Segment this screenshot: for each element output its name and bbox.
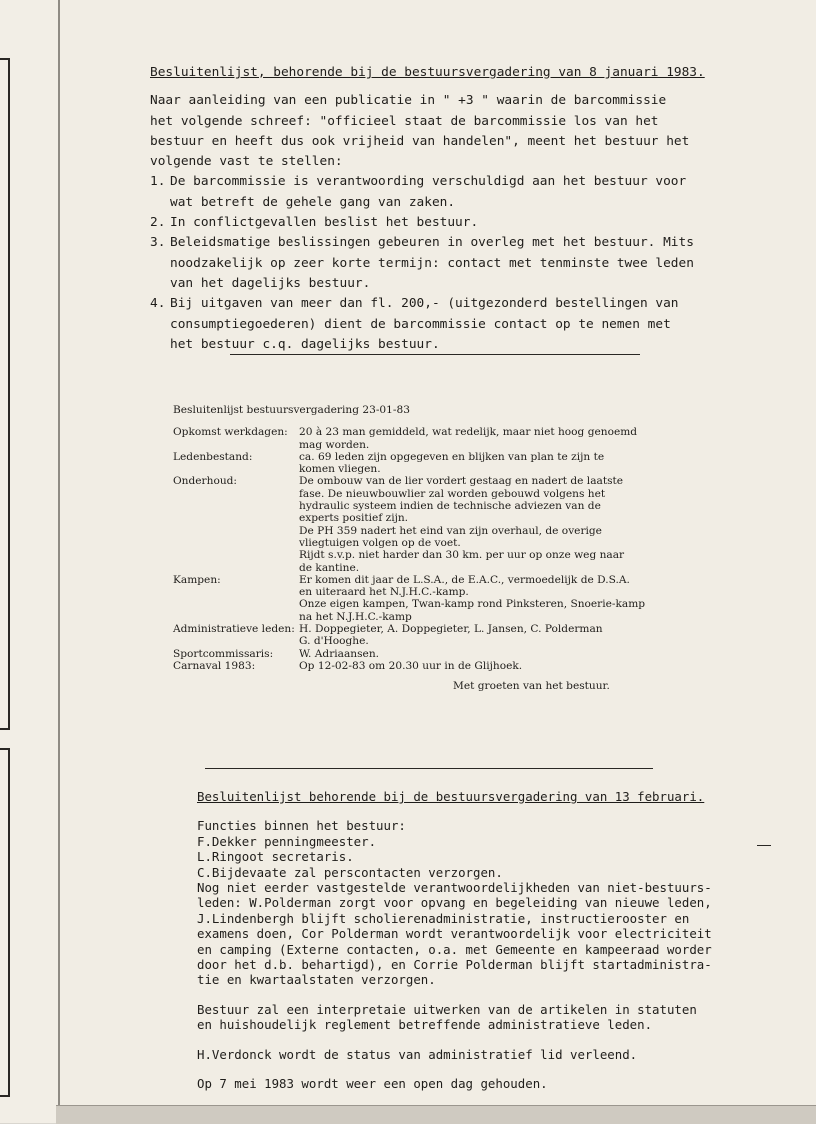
text-line: De PH 359 nadert het eind van zijn overhaul, de overige bbox=[299, 524, 602, 537]
text-line: vliegtuigen volgen op de voet. bbox=[299, 536, 461, 549]
decision-row bbox=[173, 451, 733, 476]
text-line: Naar aanleiding van een publicatie in " +3 " waarin de barcommissie bbox=[150, 93, 667, 109]
text-line: leden: W.Polderman zorgt voor opvang en begeleiding van nieuwe leden, bbox=[197, 895, 712, 911]
decision-row bbox=[173, 426, 733, 451]
text-line: Onze eigen kampen, Twan-kamp rond Pinksteren, Snoerie-kamp bbox=[299, 598, 646, 611]
binding-frame-lower bbox=[0, 748, 10, 1097]
functions-paragraph bbox=[197, 818, 777, 987]
text-line: consumptiegoederen) dient de barcommissie contact op te nemen met bbox=[170, 316, 671, 332]
text-line: van het dagelijks bestuur. bbox=[170, 275, 371, 291]
section-8-januari bbox=[150, 63, 750, 355]
row-value bbox=[299, 451, 699, 476]
row-value bbox=[299, 475, 699, 573]
row-label: Onderhoud: bbox=[173, 475, 237, 488]
binding-strip bbox=[0, 0, 60, 1123]
text-line: komen vliegen. bbox=[299, 463, 381, 476]
row-value bbox=[299, 648, 699, 660]
text-line: Er komen dit jaar de L.S.A., de E.A.C., vermoedelijk de D.S.A. bbox=[299, 573, 630, 586]
text-line: Bestuur zal een interpretaie uitwerken van de artikelen in statuten bbox=[197, 1001, 697, 1017]
section-13-februari bbox=[197, 789, 777, 1092]
regulations-paragraph bbox=[197, 1002, 777, 1033]
text-line: hydraulic systeem indien de technische adviezen van de bbox=[299, 500, 601, 513]
row-value bbox=[299, 426, 699, 451]
section-title: Besluitenlijst bestuursvergadering 23-01-83 bbox=[173, 404, 410, 416]
open-day-paragraph: Op 7 mei 1983 wordt weer een open dag gehouden. bbox=[197, 1076, 548, 1092]
text-line: Beleidsmatige beslissingen gebeuren in overleg met het bestuur. Mits bbox=[170, 235, 694, 251]
text-line: het bestuur c.q. dagelijks bestuur. bbox=[170, 336, 440, 352]
text-line: Rijdt s.v.p. niet harder dan 30 km. per uur op onze weg naar bbox=[299, 549, 625, 562]
item-number: 1. bbox=[150, 174, 166, 190]
text-line: en huishoudelijk reglement betreffende administratieve leden. bbox=[197, 1017, 653, 1033]
divider-line bbox=[205, 768, 653, 769]
text-line: Bij uitgaven van meer dan fl. 200,- (uitgezonderd bestellingen van bbox=[170, 296, 679, 312]
text-line: mag worden. bbox=[299, 438, 370, 451]
status-paragraph: H.Verdonck wordt de status van administratief lid verleend. bbox=[197, 1046, 638, 1062]
text-line: L.Ringoot secretaris. bbox=[197, 849, 354, 865]
text-line: Op 12-02-83 om 20.30 uur in de Glijhoek. bbox=[299, 659, 523, 672]
text-line: door het d.b. behartigd), en Corrie Polderman blijft startadministra- bbox=[197, 957, 712, 973]
text-line: In conflictgevallen beslist het bestuur. bbox=[170, 215, 479, 231]
decision-item bbox=[150, 233, 750, 294]
decision-item bbox=[150, 213, 750, 233]
text-line: na het N.J.H.C.-kamp bbox=[299, 610, 412, 623]
intro-paragraph bbox=[150, 91, 750, 172]
row-value bbox=[299, 660, 699, 672]
row-label: Kampen: bbox=[173, 573, 221, 586]
decision-row bbox=[173, 660, 733, 672]
text-line: examens doen, Cor Polderman wordt verantwoordelijk voor electriciteit bbox=[197, 926, 712, 942]
text-line: J.Lindenbergh blijft scholierenadministratie, instructierooster en bbox=[197, 910, 690, 926]
page-bottom-edge bbox=[56, 1105, 816, 1124]
text-line: ca. 69 leden zijn opgegeven en blijken van plan te zijn te bbox=[299, 450, 605, 463]
section-title: Besluitenlijst behorende bij de bestuursvergadering van 13 februari. bbox=[197, 789, 705, 804]
row-label: Opkomst werkdagen: bbox=[173, 426, 288, 439]
text-line: en camping (Externe contacten, o.a. met Gemeente en kampeeraad worder bbox=[197, 941, 712, 957]
section-23-01-83 bbox=[173, 404, 733, 693]
decision-row bbox=[173, 648, 733, 660]
text-line: De barcommissie is verantwoording verschuldigd aan het bestuur voor bbox=[170, 174, 687, 190]
row-label: Administratieve leden: bbox=[173, 623, 295, 636]
row-value bbox=[299, 623, 699, 648]
text-line: De ombouw van de lier vordert gestaag en nadert de laatste bbox=[299, 475, 624, 488]
item-number: 3. bbox=[150, 235, 166, 251]
text-line: de kantine. bbox=[299, 561, 360, 574]
binding-frame-upper bbox=[0, 58, 10, 730]
text-line: bestuur en heeft dus ook vrijheid van handelen", meent het bestuur het bbox=[150, 133, 690, 149]
text-line: 20 à 23 man gemiddeld, wat redelijk, maar niet hoog genoemd bbox=[299, 426, 638, 439]
text-line: W. Adriaansen. bbox=[299, 647, 380, 660]
decision-item bbox=[150, 294, 750, 355]
text-line: het volgende schreef: "officieel staat de barcommissie los van het bbox=[150, 113, 659, 129]
divider-line bbox=[230, 354, 640, 355]
item-number: 2. bbox=[150, 215, 166, 231]
item-number: 4. bbox=[150, 296, 166, 312]
decision-row bbox=[173, 574, 733, 623]
row-value bbox=[299, 574, 699, 623]
text-line: wat betreft de gehele gang van zaken. bbox=[170, 194, 456, 210]
text-line: fase. De nieuwbouwlier zal worden gebouwd volgens het bbox=[299, 487, 606, 500]
decision-row bbox=[173, 623, 733, 648]
section-title: Besluitenlijst, behorende bij de bestuursvergadering van 8 januari 1983. bbox=[150, 65, 705, 80]
closing-line: Met groeten van het bestuur. bbox=[453, 680, 610, 693]
text-line: F.Dekker penningmeester. bbox=[197, 833, 377, 849]
row-label: Carnaval 1983: bbox=[173, 659, 256, 672]
text-line: C.Bijdevaate zal perscontacten verzorgen. bbox=[197, 864, 503, 880]
row-label: Ledenbestand: bbox=[173, 450, 253, 463]
text-line: Nog niet eerder vastgestelde verantwoordelijkheden van niet-bestuurs- bbox=[197, 880, 712, 896]
row-label: Sportcommissaris: bbox=[173, 647, 274, 660]
decision-item bbox=[150, 172, 750, 213]
text-line: en uiteraard het N.J.H.C.-kamp. bbox=[299, 586, 469, 599]
text-line: Functies binnen het bestuur: bbox=[197, 818, 406, 834]
text-line: noodzakelijk op zeer korte termijn: contact met tenminste twee leden bbox=[170, 255, 694, 271]
text-line: experts positief zijn. bbox=[299, 512, 409, 525]
text-line: H. Doppegieter, A. Doppegieter, L. Jansen, C. Polderman bbox=[299, 623, 603, 636]
decision-row bbox=[173, 475, 733, 573]
text-line: volgende vast te stellen: bbox=[150, 154, 343, 170]
text-line: tie en kwartaalstaten verzorgen. bbox=[197, 972, 436, 988]
text-line: G. d'Hooghe. bbox=[299, 635, 369, 648]
